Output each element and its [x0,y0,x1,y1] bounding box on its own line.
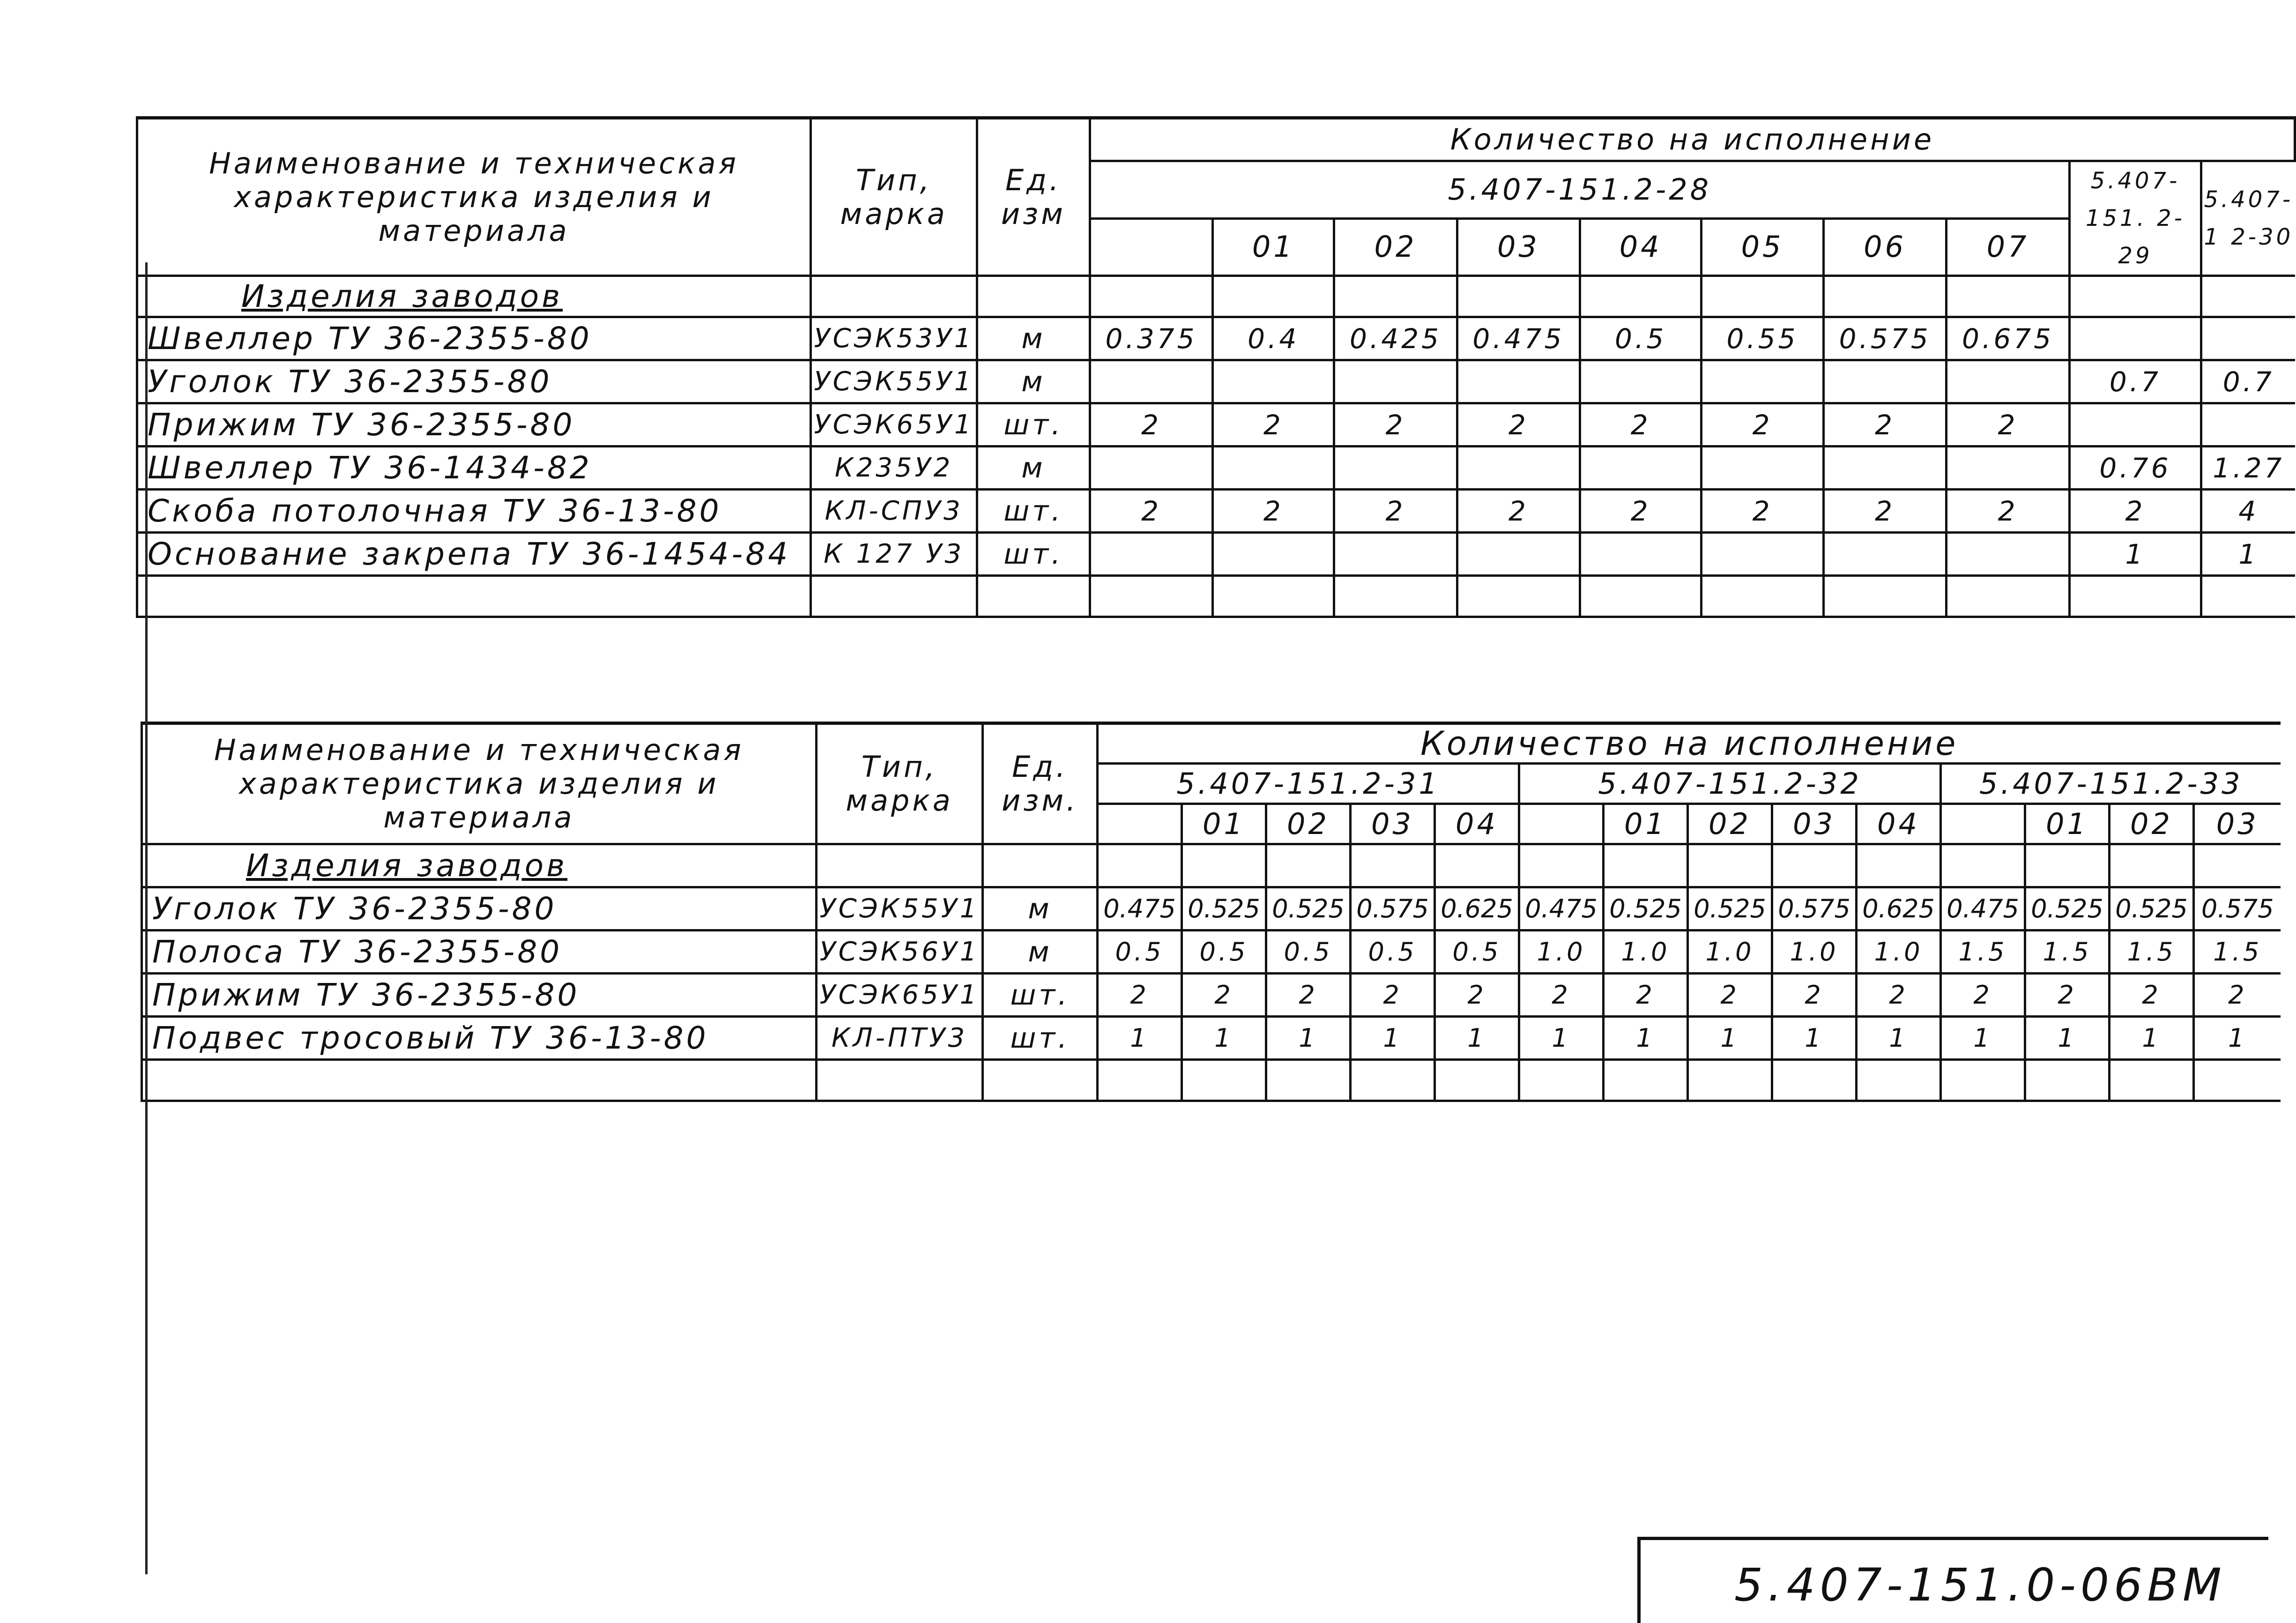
row-unit: шт. [983,974,1098,1017]
cell-value: 1 [2025,1017,2110,1060]
cell-value: 0.5 [1351,931,1435,974]
header-sub-col: 02 [2110,804,2194,844]
cell-value: 1.5 [2194,931,2281,974]
cell-value: 1.0 [1604,931,1688,974]
header-quantity-title: Количество на исполнение [1098,723,2281,764]
cell-value: 1 [1772,1017,1857,1060]
cell-value: 0.475 [1457,317,1580,360]
cell-value: 1.5 [2110,931,2194,974]
table-row-empty [137,576,2295,617]
cell-value: 2 [1090,403,1212,447]
cell-value: 2 [1182,974,1266,1017]
cell-value: 2 [1213,403,1334,447]
table-rows [137,317,2295,617]
cell-value [1947,533,2069,576]
cell-value [1213,533,1334,576]
cell-value: 2 [1702,490,1824,533]
cell-value [1457,447,1580,490]
cell-value: 2 [1823,490,1946,533]
cell-value: 1 [2069,533,2201,576]
cell-value: 4 [2201,490,2295,533]
header-sub-col: 03 [1457,218,1580,276]
cell-value: 0.525 [1266,887,1351,931]
cell-value [1823,447,1946,490]
cell-value [2069,317,2201,360]
cell-value: 2 [1435,974,1519,1017]
header-sub-col: 01 [1213,218,1334,276]
document-code: 5.407-151.0-06ВМ [1734,1559,2226,1611]
cell-value: 1 [1519,1017,1604,1060]
cell-value: 2 [1213,490,1334,533]
header-group: 5.407-151.2-33 [1941,764,2281,804]
cell-value [1823,533,1946,576]
table-row [137,447,2295,490]
cell-value: 2 [1947,490,2069,533]
header-sub-col: 03 [2194,804,2281,844]
table-row [137,490,2295,533]
cell-value: 2 [1604,974,1688,1017]
cell-value: 1 [1351,1017,1435,1060]
header-group-29: 5.407-151. 2-29 [2069,161,2201,276]
cell-value: 2 [2025,974,2110,1017]
row-name: Швеллер ТУ 36-2355-80 [137,317,811,360]
header-sub-col [1941,804,2025,844]
cell-value: 2 [1772,974,1857,1017]
cell-value: 2 [1098,974,1182,1017]
header-name-column: Наименование и техническая характеристика изделия и материала [137,118,811,276]
cell-value: 0.575 [1823,317,1946,360]
row-name: Полоса ТУ 36-2355-80 [142,931,817,974]
header-sub-col [1098,804,1182,844]
row-mark: КЛ-ПТУ3 [817,1017,983,1060]
cell-value: 2 [1857,974,1941,1017]
cell-value [1580,360,1702,403]
cell-value: 0.475 [1098,887,1182,931]
table-row [142,887,2281,931]
cell-value: 2 [1947,403,2069,447]
table-rows [142,887,2281,1101]
cell-value: 1.5 [1941,931,2025,974]
header-quantity-title: Количество на исполнение [1090,118,2295,161]
section-title: Изделия заводов [142,844,817,887]
header-sub-col: 04 [1857,804,1941,844]
table-row-empty [142,1060,2281,1101]
cell-value [2201,317,2295,360]
cell-value: 0.425 [1334,317,1457,360]
margin-line [145,262,148,1574]
cell-value: 1.27 [2201,447,2295,490]
row-mark: УСЭК55У1 [811,360,977,403]
row-unit: м [977,447,1090,490]
cell-value: 0.475 [1941,887,2025,931]
cell-value [1702,533,1824,576]
cell-value: 2 [2194,974,2281,1017]
header-group-main: 5.407-151.2-28 [1090,161,2069,219]
row-unit: шт. [983,1017,1098,1060]
cell-value [1702,447,1824,490]
cell-value [2069,403,2201,447]
row-mark: К 127 У3 [811,533,977,576]
row-name: Скоба потолочная ТУ 36-13-80 [137,490,811,533]
row-mark: УСЭК53У1 [811,317,977,360]
header-type-column: Тип, марка [811,118,977,276]
cell-value [1090,533,1212,576]
cell-value: 2 [1334,490,1457,533]
cell-value: 1 [1435,1017,1519,1060]
cell-value [1457,360,1580,403]
cell-value [1090,447,1212,490]
row-mark: УСЭК56У1 [817,931,983,974]
header-sub-col: 07 [1947,218,2069,276]
cell-value: 2 [1090,490,1212,533]
row-name: Прижим ТУ 36-2355-80 [142,974,817,1017]
cell-value: 2 [1266,974,1351,1017]
cell-value: 1 [1098,1017,1182,1060]
cell-value: 1 [1688,1017,1772,1060]
cell-value: 2 [1457,403,1580,447]
cell-value: 0.575 [1772,887,1857,931]
row-unit: шт. [977,533,1090,576]
cell-value: 0.7 [2201,360,2295,403]
table-row [142,1017,2281,1060]
cell-value: 2 [1457,490,1580,533]
row-name: Уголок ТУ 36-2355-80 [137,360,811,403]
table-row [137,317,2295,360]
cell-value: 1.0 [1519,931,1604,974]
cell-value: 0.525 [1604,887,1688,931]
cell-value [1213,360,1334,403]
cell-value: 2 [1702,403,1824,447]
cell-value [1580,533,1702,576]
table-row [137,403,2295,447]
row-name: Швеллер ТУ 36-1434-82 [137,447,811,490]
cell-value: 0.375 [1090,317,1212,360]
cell-value: 0.76 [2069,447,2201,490]
cell-value: 1 [1182,1017,1266,1060]
header-sub-col [1090,218,1212,276]
cell-value: 0.475 [1519,887,1604,931]
title-block-stamp [1637,1537,2268,1623]
cell-value: 1.0 [1688,931,1772,974]
header-type-column: Тип, марка [817,723,983,844]
section-title: Изделия заводов [137,276,811,317]
cell-value: 0.625 [1857,887,1941,931]
table-row [137,533,2295,576]
cell-value: 0.5 [1580,317,1702,360]
cell-value: 1.0 [1857,931,1941,974]
cell-value: 0.525 [1688,887,1772,931]
cell-value: 0.55 [1702,317,1824,360]
row-unit: шт. [977,403,1090,447]
cell-value: 0.5 [1182,931,1266,974]
cell-value [2201,403,2295,447]
cell-value: 0.7 [2069,360,2201,403]
header-sub-col: 03 [1351,804,1435,844]
cell-value [1702,360,1824,403]
cell-value: 2 [1688,974,1772,1017]
cell-value: 0.525 [2025,887,2110,931]
cell-value [1334,533,1457,576]
cell-value: 0.525 [2110,887,2194,931]
cell-value: 2 [1580,490,1702,533]
cell-value: 2 [2110,974,2194,1017]
row-unit: м [977,360,1090,403]
header-sub-col [1519,804,1604,844]
cell-value: 0.5 [1266,931,1351,974]
cell-value: 0.5 [1098,931,1182,974]
header-sub-col: 02 [1266,804,1351,844]
cell-value: 2 [1519,974,1604,1017]
cell-value: 2 [1580,403,1702,447]
cell-value: 1 [2194,1017,2281,1060]
cell-value: 1 [1604,1017,1688,1060]
row-name: Подвес тросовый ТУ 36-13-80 [142,1017,817,1060]
cell-value: 1 [2201,533,2295,576]
header-name-column: Наименование и техническая характеристика изделия и материала [142,723,817,844]
cell-value: 1 [2110,1017,2194,1060]
cell-value [1580,447,1702,490]
header-sub-col: 04 [1435,804,1519,844]
header-group: 5.407-151.2-31 [1098,764,1519,804]
header-sub-col: 03 [1772,804,1857,844]
cell-value [1823,360,1946,403]
row-name: Прижим ТУ 36-2355-80 [137,403,811,447]
cell-value: 2 [1823,403,1946,447]
cell-value [1213,447,1334,490]
cell-value: 0.575 [2194,887,2281,931]
cell-value: 1.5 [2025,931,2110,974]
row-mark: К235У2 [811,447,977,490]
cell-value [1090,360,1212,403]
header-sub-col: 01 [1182,804,1266,844]
header-sub-col: 02 [1334,218,1457,276]
table-row [142,974,2281,1017]
cell-value: 2 [1941,974,2025,1017]
row-unit: м [983,931,1098,974]
cell-value: 0.675 [1947,317,2069,360]
cell-value [1334,447,1457,490]
cell-value: 0.625 [1435,887,1519,931]
cell-value: 0.525 [1182,887,1266,931]
table-upper [136,116,2296,618]
header-group-30: 5.407-1 2-30 [2201,161,2295,276]
cell-value: 2 [1351,974,1435,1017]
row-name: Уголок ТУ 36-2355-80 [142,887,817,931]
cell-value [1334,360,1457,403]
row-mark: УСЭК65У1 [811,403,977,447]
cell-value: 1 [1857,1017,1941,1060]
row-unit: м [977,317,1090,360]
cell-value: 0.575 [1351,887,1435,931]
table-row [137,360,2295,403]
header-sub-col: 01 [2025,804,2110,844]
header-sub-col: 06 [1823,218,1946,276]
row-mark: КЛ-СПУ3 [811,490,977,533]
cell-value: 0.4 [1213,317,1334,360]
row-unit: шт. [977,490,1090,533]
header-group: 5.407-151.2-32 [1519,764,1941,804]
row-name: Основание закрепа ТУ 36-1454-84 [137,533,811,576]
cell-value [1457,533,1580,576]
cell-value: 2 [2069,490,2201,533]
row-unit: м [983,887,1098,931]
cell-value: 1 [1941,1017,2025,1060]
header-sub-col: 02 [1688,804,1772,844]
cell-value: 2 [1334,403,1457,447]
cell-value [1947,360,2069,403]
row-mark: УСЭК55У1 [817,887,983,931]
row-mark: УСЭК65У1 [817,974,983,1017]
header-sub-col: 05 [1702,218,1824,276]
cell-value: 0.5 [1435,931,1519,974]
table-lower [141,722,2281,1102]
cell-value [1947,447,2069,490]
header-sub-col: 04 [1580,218,1702,276]
header-sub-col: 01 [1604,804,1688,844]
cell-value: 1.0 [1772,931,1857,974]
cell-value: 1 [1266,1017,1351,1060]
header-unit-column: Ед. изм [977,118,1090,276]
header-unit-column: Ед. изм. [983,723,1098,844]
table-row [142,931,2281,974]
